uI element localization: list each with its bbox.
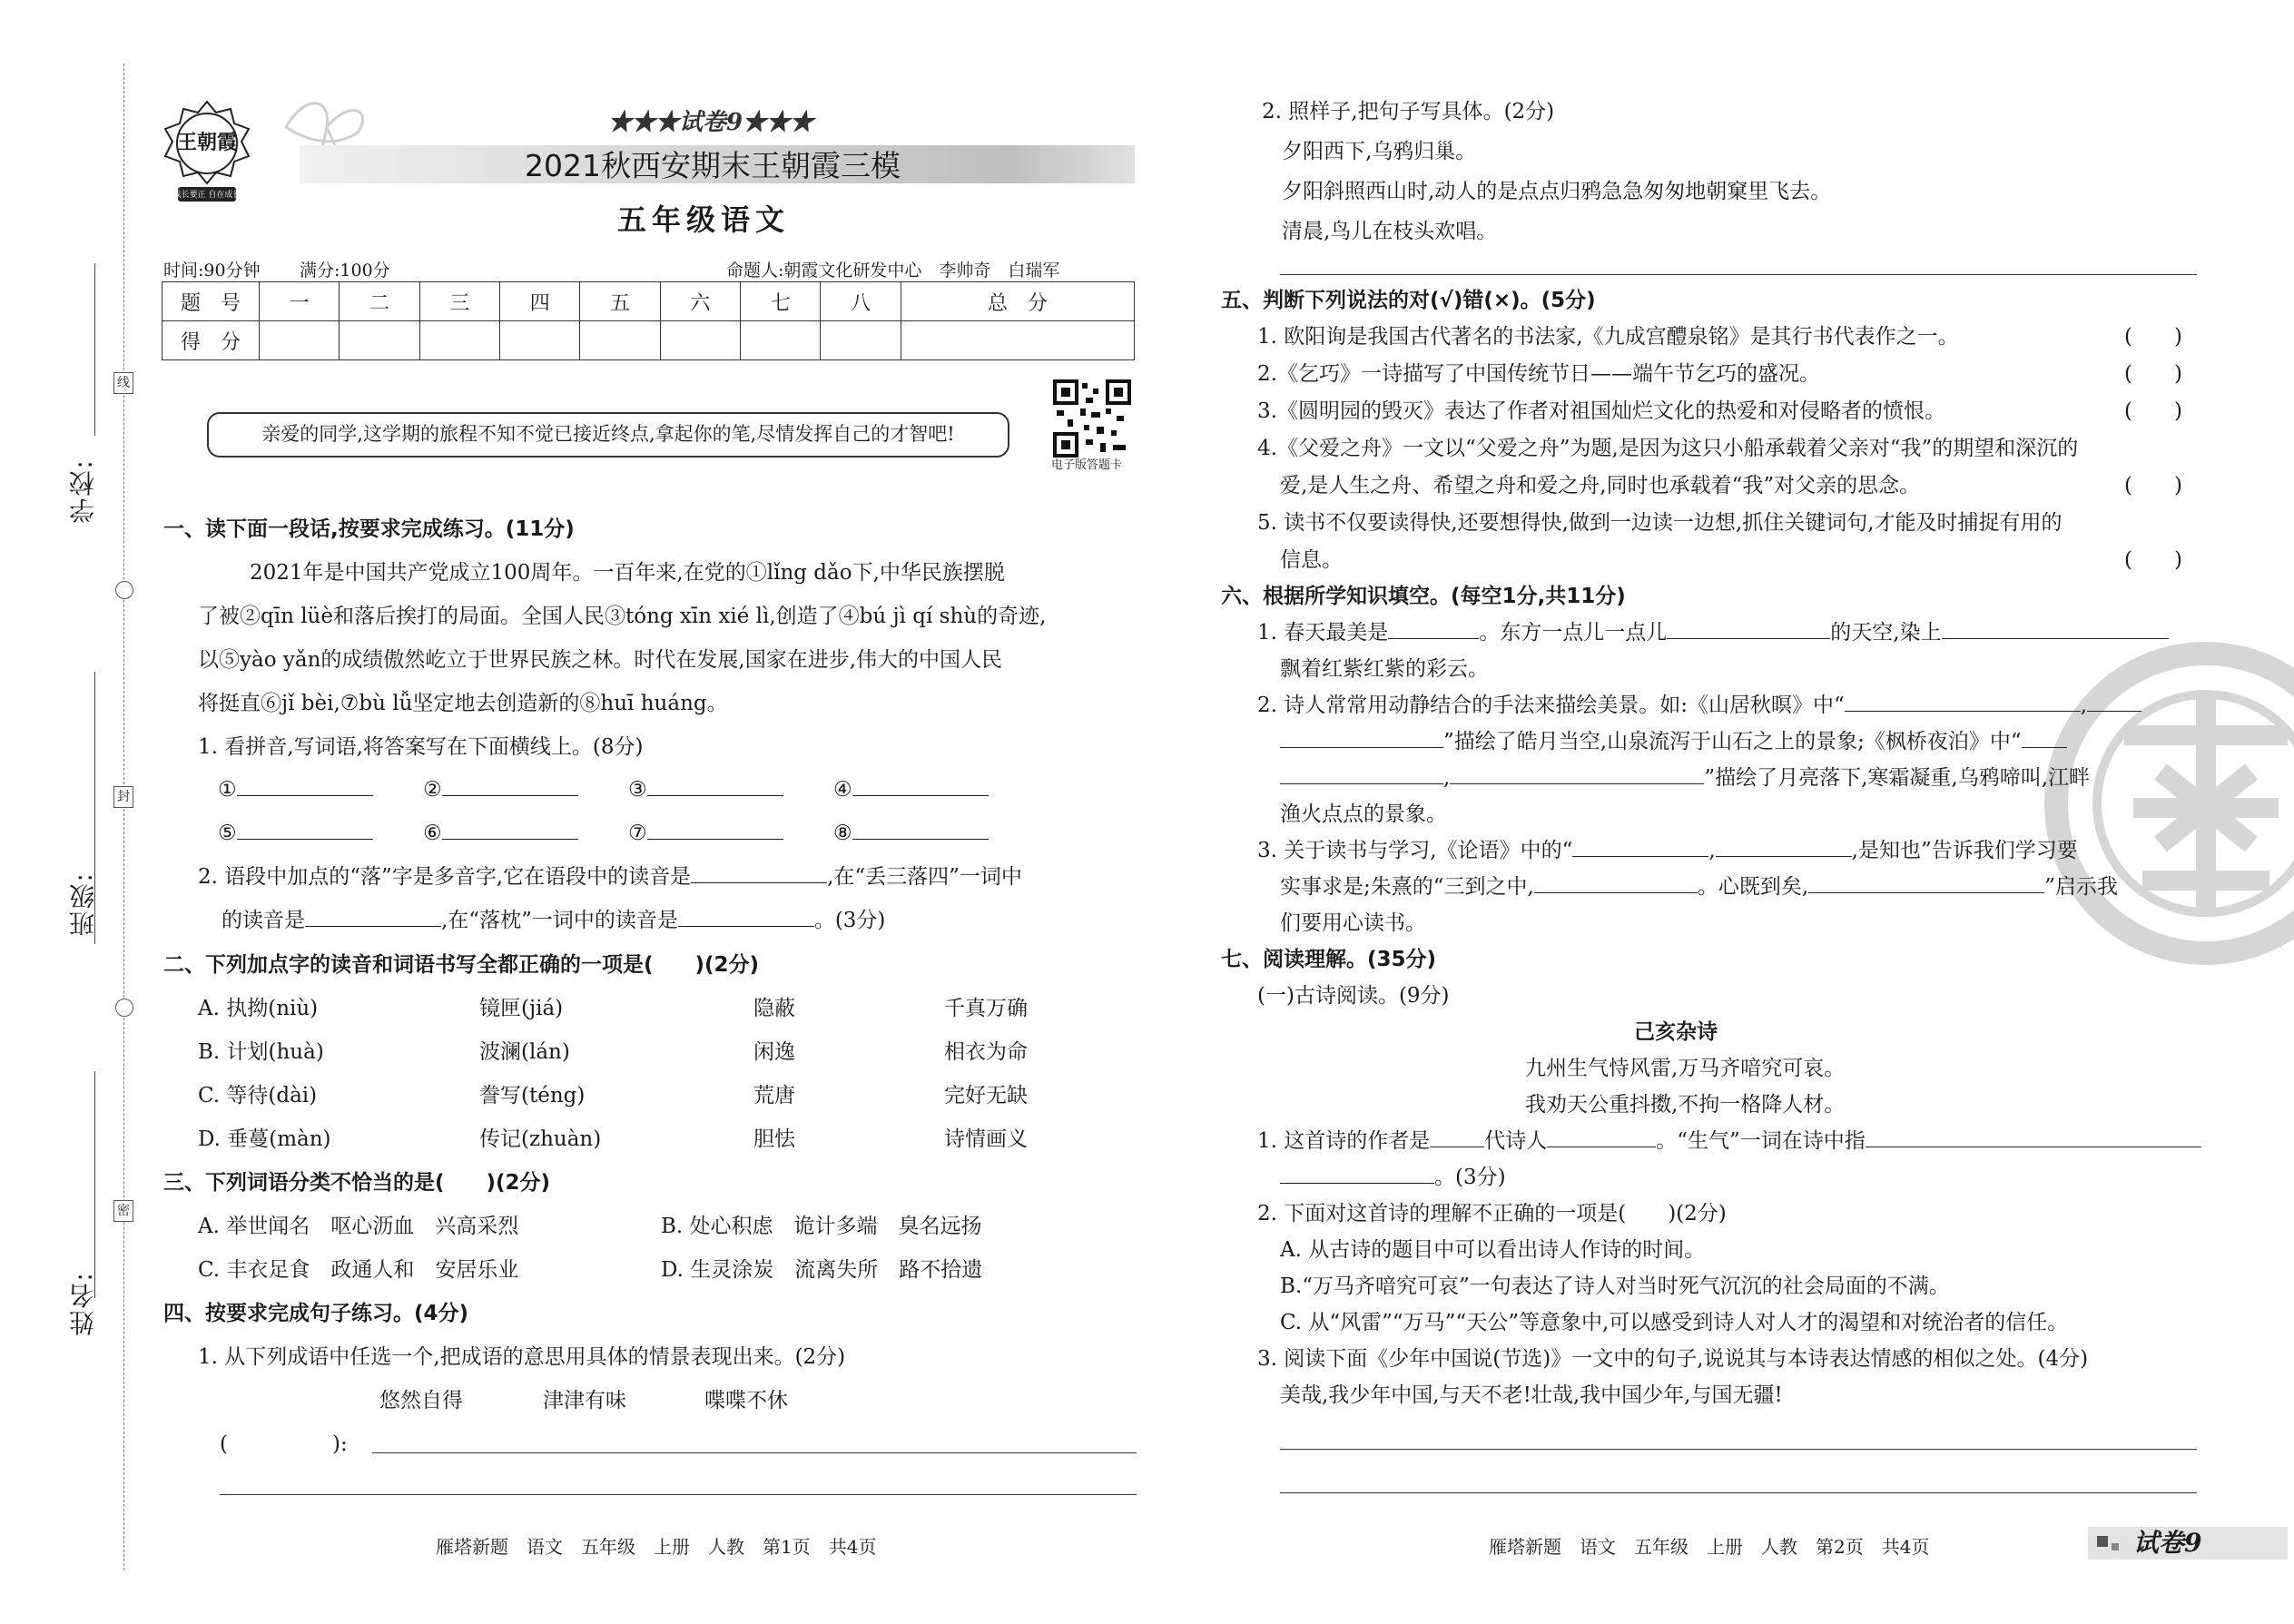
- score-cell[interactable]: [500, 321, 580, 360]
- score-table: [162, 281, 1135, 360]
- task-sentence: 清晨,鸟儿在枝头欢唱。: [1282, 220, 1498, 243]
- paper-number: ★★★试卷9★★★: [608, 109, 814, 136]
- idiom-1: 悠然自得: [379, 1389, 463, 1412]
- question-text: ,在“落枕”一词中的读音是: [441, 909, 678, 932]
- answer-blank[interactable]: [1716, 838, 1852, 857]
- option-b-word-1: B. 计划(huà): [198, 1040, 324, 1064]
- score-cell[interactable]: [260, 321, 340, 360]
- question-text: 。(3分): [1434, 1166, 1506, 1189]
- option-b-word-3: 闲逸: [753, 1040, 795, 1064]
- question-text: 。“生气”一词在诗中指: [1656, 1129, 1866, 1153]
- fill-1-cont: 飘着红紫红紫的彩云。: [1280, 657, 1489, 681]
- answer-blank[interactable]: [442, 777, 578, 796]
- school-label: 学校:: [68, 458, 98, 524]
- judgement-item-2: 2.《乞巧》一诗描写了中国传统节日——端午节乞巧的盛况。: [1257, 362, 1820, 386]
- example-sentence-1: 夕阳西下,乌鸦归巢。: [1282, 140, 1477, 163]
- poem-question-3: 3. 阅读下面《少年中国说(节选)》一文中的句子,说说其与本诗表达情感的相似之处。(4分): [1257, 1347, 2089, 1371]
- answer-6: [423, 820, 578, 847]
- answer-blank[interactable]: [691, 864, 827, 883]
- binding-line: [123, 64, 124, 1570]
- option-a-word-4: 千真万确: [944, 997, 1028, 1020]
- answer-blank[interactable]: [1450, 765, 1704, 784]
- answer-blank[interactable]: [1534, 874, 1698, 893]
- question-text: 代诗人: [1484, 1129, 1548, 1153]
- section-2-title: 二、下列加点字的读音和词语书写全都正确的一项是( )(2分): [163, 953, 760, 977]
- question-text: ”启示我: [2044, 875, 2118, 899]
- option-a-word-1: A. 执拗(niù): [198, 997, 319, 1020]
- fill-3-cont: [1280, 873, 2118, 901]
- answer-blank[interactable]: [852, 821, 989, 840]
- page-tag-square-icon: [2112, 1543, 2119, 1550]
- page-tag: 试卷9: [2133, 1528, 2202, 1558]
- footer-page-1: 雁塔新题 语文 五年级 上册 人教 第1页 共4页: [436, 1536, 877, 1558]
- binding-mark-mi: 密: [113, 1200, 133, 1222]
- fill-2-cont-2: , ”描绘了月亮落下,寒霜凝重,乌鸦啼叫,江畔: [1280, 764, 2090, 792]
- question-text: 2. 语段中加点的“落”字是多音字,它在语段中的读音是: [198, 865, 692, 889]
- score-col-7: 七: [741, 282, 821, 321]
- question-text: 1. 这首诗的作者是: [1257, 1129, 1431, 1153]
- question-4-2: 2. 照样子,把句子写具体。(2分): [1262, 100, 1555, 123]
- binding-hole-icon: [115, 581, 133, 599]
- binding-mark-feng: 封: [113, 786, 133, 808]
- option-c-word-1: C. 等待(dài): [198, 1084, 318, 1107]
- judgement-answer-paren[interactable]: ( ): [2124, 474, 2182, 497]
- encouragement-message: 亲爱的同学,这学期的旅程不知不觉已接近终点,拿起你的笔,尽情发挥自己的才智吧!: [207, 412, 1009, 458]
- question-text: 。东方一点儿一点儿: [1479, 621, 1668, 645]
- question-text: 2. 诗人常常用动静结合的手法来描绘美景。如:《山居秋暝》中“: [1257, 694, 1845, 717]
- answer-blank[interactable]: [1547, 1128, 1656, 1147]
- qr-code-icon[interactable]: [1053, 379, 1131, 458]
- section-3-option-d: D. 生灵涂炭 流离失所 路不拾遗: [661, 1258, 983, 1282]
- binding-mark-xian: 线: [113, 372, 133, 394]
- logo-emblem: [162, 100, 252, 218]
- name-field-line: [94, 1071, 95, 1298]
- score-table-score-row: [162, 321, 1135, 360]
- option-a-word-2: 镜匣(jiá): [479, 997, 564, 1020]
- answer-blank[interactable]: [1572, 838, 1708, 857]
- option-b-word-2: 波澜(lán): [479, 1040, 570, 1064]
- option-a-word-3: 隐蔽: [753, 997, 795, 1020]
- answer-blank[interactable]: [647, 821, 783, 840]
- answer-blank[interactable]: [1280, 729, 1443, 748]
- question-text: ,: [2080, 694, 2088, 717]
- question-text: ,在“丢三落四”一词中: [827, 865, 1022, 889]
- answer-blank[interactable]: [647, 777, 783, 796]
- idiom-choice-paren[interactable]: ( ):: [220, 1432, 348, 1456]
- option-d-word-2: 传记(zhuàn): [479, 1127, 602, 1151]
- option-d-word-3: 胆怯: [753, 1127, 795, 1151]
- paper-title: 2021秋西安期末王朝霞三模: [525, 148, 901, 183]
- example-sentence-2: 夕阳斜照西山时,动人的是点点归鸦急急匆匆地朝窠里飞去。: [1282, 180, 1832, 203]
- poem-question-1: [1257, 1127, 2201, 1155]
- footer-page-2: 雁塔新题 语文 五年级 上册 人教 第2页 共4页: [1489, 1536, 1930, 1558]
- answer-number: ②: [423, 778, 442, 802]
- section-3-title: 三、下列词语分类不恰当的是( )(2分): [163, 1171, 551, 1195]
- judgement-answer-paren[interactable]: ( ): [2124, 399, 2182, 423]
- qr-caption: 电子版答题卡: [1051, 458, 1123, 472]
- score-cell[interactable]: [821, 321, 901, 360]
- answer-number: ⑥: [423, 822, 442, 845]
- question-text: ”描绘了月亮落下,寒霜凝重,乌鸦啼叫,江畔: [1704, 766, 2091, 790]
- full-score: 满分:100分: [300, 261, 390, 281]
- score-col-8: 八: [821, 282, 901, 321]
- judgement-item-5-cont: 信息。: [1280, 548, 1343, 572]
- question-1-1: 1. 看拼音,写词语,将答案写在下面横线上。(8分): [198, 735, 644, 759]
- question-text: ,: [1708, 839, 1716, 862]
- answer-blank[interactable]: [1845, 693, 2081, 712]
- question-4-1: 1. 从下列成语中任选一个,把成语的意思用具体的情景表现出来。(2分): [198, 1345, 846, 1369]
- passage-line-1: 2021年是中国共产党成立100周年。一百年来,在党的①lǐng dǎo下,中华民族摆脱: [250, 561, 1005, 585]
- score-cell[interactable]: [741, 321, 821, 360]
- judgement-answer-paren[interactable]: ( ): [2124, 362, 2182, 386]
- poem-option-a: A. 从古诗的题目中可以看出诗人作诗的时间。: [1280, 1238, 1706, 1262]
- answer-blank[interactable]: [442, 821, 578, 840]
- answer-7: [628, 820, 783, 847]
- answer-number: ①: [218, 778, 237, 802]
- answer-line[interactable]: [1280, 274, 2197, 275]
- answer-1: [218, 776, 373, 803]
- exam-authors: 命题人:朝霞文化研发中心 李帅奇 白瑞军: [726, 261, 1060, 281]
- question-text: 。(3分): [813, 909, 886, 932]
- answer-number: ⑤: [218, 822, 237, 845]
- name-label: 姓名:: [68, 1271, 98, 1336]
- poem-question-3-quote: 美哉,我少年中国,与天不老!壮哉,我中国少年,与国无疆!: [1280, 1383, 1783, 1407]
- class-label: 班级:: [68, 871, 98, 937]
- exam-time: 时间:90分钟: [163, 261, 261, 281]
- score-cell[interactable]: [340, 321, 419, 360]
- option-b-word-4: 相衣为命: [944, 1040, 1028, 1064]
- score-col-total: 总 分: [901, 282, 1134, 321]
- score-cell[interactable]: [419, 321, 499, 360]
- question-text: 的读音是: [222, 909, 305, 932]
- answer-number: ④: [833, 778, 852, 802]
- idiom-3: 喋喋不休: [704, 1389, 788, 1412]
- answer-blank[interactable]: [237, 777, 373, 796]
- question-text: 的天空,染上: [1830, 621, 1942, 645]
- question-text: 。心既到矣,: [1697, 875, 1809, 899]
- option-d-word-4: 诗情画义: [944, 1127, 1028, 1151]
- question-text: 1. 春天最美是: [1257, 621, 1389, 645]
- school-field-line: [94, 263, 95, 436]
- score-col-1: 一: [260, 282, 340, 321]
- judgement-answer-paren[interactable]: ( ): [2124, 325, 2182, 349]
- question-text: 3. 关于读书与学习,《论语》中的“: [1257, 839, 1573, 862]
- logo-tagline: 成长要正 自在成长: [172, 191, 241, 200]
- score-col-5: 五: [580, 282, 660, 321]
- score-col-2: 二: [340, 282, 419, 321]
- poem-question-2: 2. 下面对这首诗的理解不正确的一项是( )(2分): [1257, 1202, 1727, 1225]
- answer-blank[interactable]: [2087, 693, 2141, 712]
- question-text: ”描绘了皓月当空,山泉流泻于山石之上的景象;《枫桥夜泊》中“: [1443, 730, 2022, 753]
- subject-title: 五年级语文: [617, 202, 791, 237]
- answer-blank[interactable]: [1430, 1128, 1484, 1147]
- answer-blank[interactable]: [1280, 765, 1443, 784]
- answer-blank[interactable]: [1808, 874, 2044, 893]
- poem-line-2: 我劝天公重抖擞,不拘一格降人材。: [1525, 1093, 1846, 1117]
- fill-2-cont: [1280, 728, 2067, 755]
- section-3-option-c: C. 丰衣足食 政通人和 安居乐业: [198, 1258, 519, 1282]
- logo-text: 王朝霞: [176, 131, 237, 154]
- binding-hole-icon: [115, 999, 133, 1017]
- option-d-word-1: D. 垂蔓(màn): [198, 1127, 331, 1151]
- answer-blank[interactable]: [1388, 620, 1479, 639]
- score-table-header-row: [162, 282, 1135, 321]
- judgement-answer-paren[interactable]: ( ): [2124, 548, 2182, 572]
- question-1-2: [198, 863, 1022, 891]
- answer-3: [628, 776, 783, 803]
- answer-number: ③: [628, 778, 647, 802]
- answer-line[interactable]: [1280, 1449, 2197, 1450]
- answer-blank[interactable]: [1942, 620, 2169, 639]
- fill-3: [1257, 837, 2078, 864]
- question-1-2-cont: [222, 907, 885, 934]
- answer-blank[interactable]: [2022, 729, 2067, 748]
- poem-line-1: 九州生气恃风雷,万马齐喑究可哀。: [1525, 1057, 1846, 1080]
- section-5-title: 五、判断下列说法的对(√)错(×)。(5分): [1221, 289, 1596, 312]
- section-1-title: 一、读下面一段话,按要求完成练习。(11分): [163, 517, 575, 541]
- score-cell[interactable]: [901, 321, 1134, 360]
- answer-line[interactable]: [1280, 1492, 2197, 1493]
- answer-blank[interactable]: [1280, 1165, 1434, 1184]
- score-table-row-label: 得 分: [162, 321, 260, 360]
- section-3-option-a: A. 举世闻名 呕心沥血 兴高采烈: [198, 1215, 519, 1238]
- section-3-option-b: B. 处心积虑 诡计多端 臭名远扬: [661, 1215, 982, 1238]
- score-col-4: 四: [500, 282, 580, 321]
- passage-line-3: 以⑤yào yǎn的成绩傲然屹立于世界民族之林。时代在发展,国家在进步,伟大的中国人民: [198, 648, 1003, 672]
- poem-question-1-cont: [1280, 1164, 1506, 1191]
- answer-stamp-watermark-icon: [2033, 626, 2294, 980]
- fill-2: [1257, 692, 2141, 719]
- option-c-word-4: 完好无缺: [944, 1084, 1028, 1107]
- score-cell[interactable]: [580, 321, 660, 360]
- section-7-subtitle: (一)古诗阅读。(9分): [1257, 984, 1450, 1008]
- judgement-item-5: 5. 读书不仅要读得快,还要想得快,做到一边读一边想,抓住关键词句,才能及时捕捉有用的: [1257, 511, 2063, 535]
- section-7-title: 七、阅读理解。(35分): [1221, 948, 1437, 971]
- answer-4: [833, 776, 989, 803]
- question-text: ,是知也”告诉我们学习要: [1851, 839, 2078, 862]
- score-col-3: 三: [419, 282, 499, 321]
- answer-number: ⑦: [628, 822, 647, 845]
- answer-2: [423, 776, 578, 803]
- answer-blank[interactable]: [237, 821, 373, 840]
- fill-1: [1257, 619, 2169, 646]
- judgement-item-1: 1. 欧阳询是我国古代著名的书法家,《九成宫醴泉铭》是其行书代表作之一。: [1257, 325, 1959, 349]
- score-table-row-label: 题 号: [162, 282, 260, 321]
- judgement-item-4: 4.《父爱之舟》一文以“父爱之舟”为题,是因为这只小船承载着父亲对“我”的期望和深沉的: [1257, 437, 2079, 460]
- section-6-title: 六、根据所学知识填空。(每空1分,共11分): [1221, 585, 1626, 608]
- answer-line[interactable]: [372, 1452, 1137, 1453]
- score-col-6: 六: [660, 282, 740, 321]
- passage-line-2: 了被②qīn lüè和落后挨打的局面。全国人民③tóng xīn xié lì,创造了④bú jì qí shù的奇迹,: [198, 605, 1047, 628]
- fill-2-cont-3: 渔火点点的景象。: [1280, 802, 1447, 826]
- answer-5: [218, 820, 373, 847]
- poem-option-b: B.“万马齐喑究可哀”一句表达了诗人对当时死气沉沉的社会局面的不满。: [1280, 1275, 1950, 1298]
- judgement-item-4-cont: 爱,是人生之舟、希望之舟和爱之舟,同时也承载着“我”对父亲的思念。: [1280, 474, 1921, 497]
- page-tag-square-icon: [2097, 1536, 2108, 1547]
- section-4-title: 四、按要求完成句子练习。(4分): [163, 1302, 469, 1325]
- answer-blank[interactable]: [678, 908, 814, 927]
- answer-8: [833, 820, 989, 847]
- fill-3-cont-2: 们要用心读书。: [1280, 911, 1426, 935]
- option-c-word-2: 誊写(téng): [479, 1084, 586, 1107]
- idiom-2: 津津有味: [543, 1389, 626, 1412]
- judgement-item-3: 3.《圆明园的毁灭》表达了作者对祖国灿烂文化的热爱和对侵略者的愤恨。: [1257, 399, 1945, 423]
- answer-blank[interactable]: [852, 777, 989, 796]
- poem-option-c: C. 从“风雷”“万马”“天公”等意象中,可以感受到诗人对人才的渴望和对统治者的信任。: [1280, 1311, 2069, 1334]
- answer-blank[interactable]: [305, 908, 441, 927]
- answer-blank[interactable]: [1866, 1128, 2201, 1147]
- poem-title: 己亥杂诗: [1634, 1020, 1718, 1044]
- score-cell[interactable]: [660, 321, 740, 360]
- passage-line-4: 将挺直⑥jǐ bèi,⑦bù lǚ坚定地去创造新的⑧huī huáng。: [198, 692, 728, 715]
- option-c-word-3: 荒唐: [753, 1084, 795, 1107]
- answer-number: ⑧: [833, 822, 852, 845]
- answer-blank[interactable]: [1667, 620, 1830, 639]
- answer-line[interactable]: [220, 1494, 1137, 1495]
- question-text: 实事求是;朱熹的“三到之中,: [1280, 875, 1534, 899]
